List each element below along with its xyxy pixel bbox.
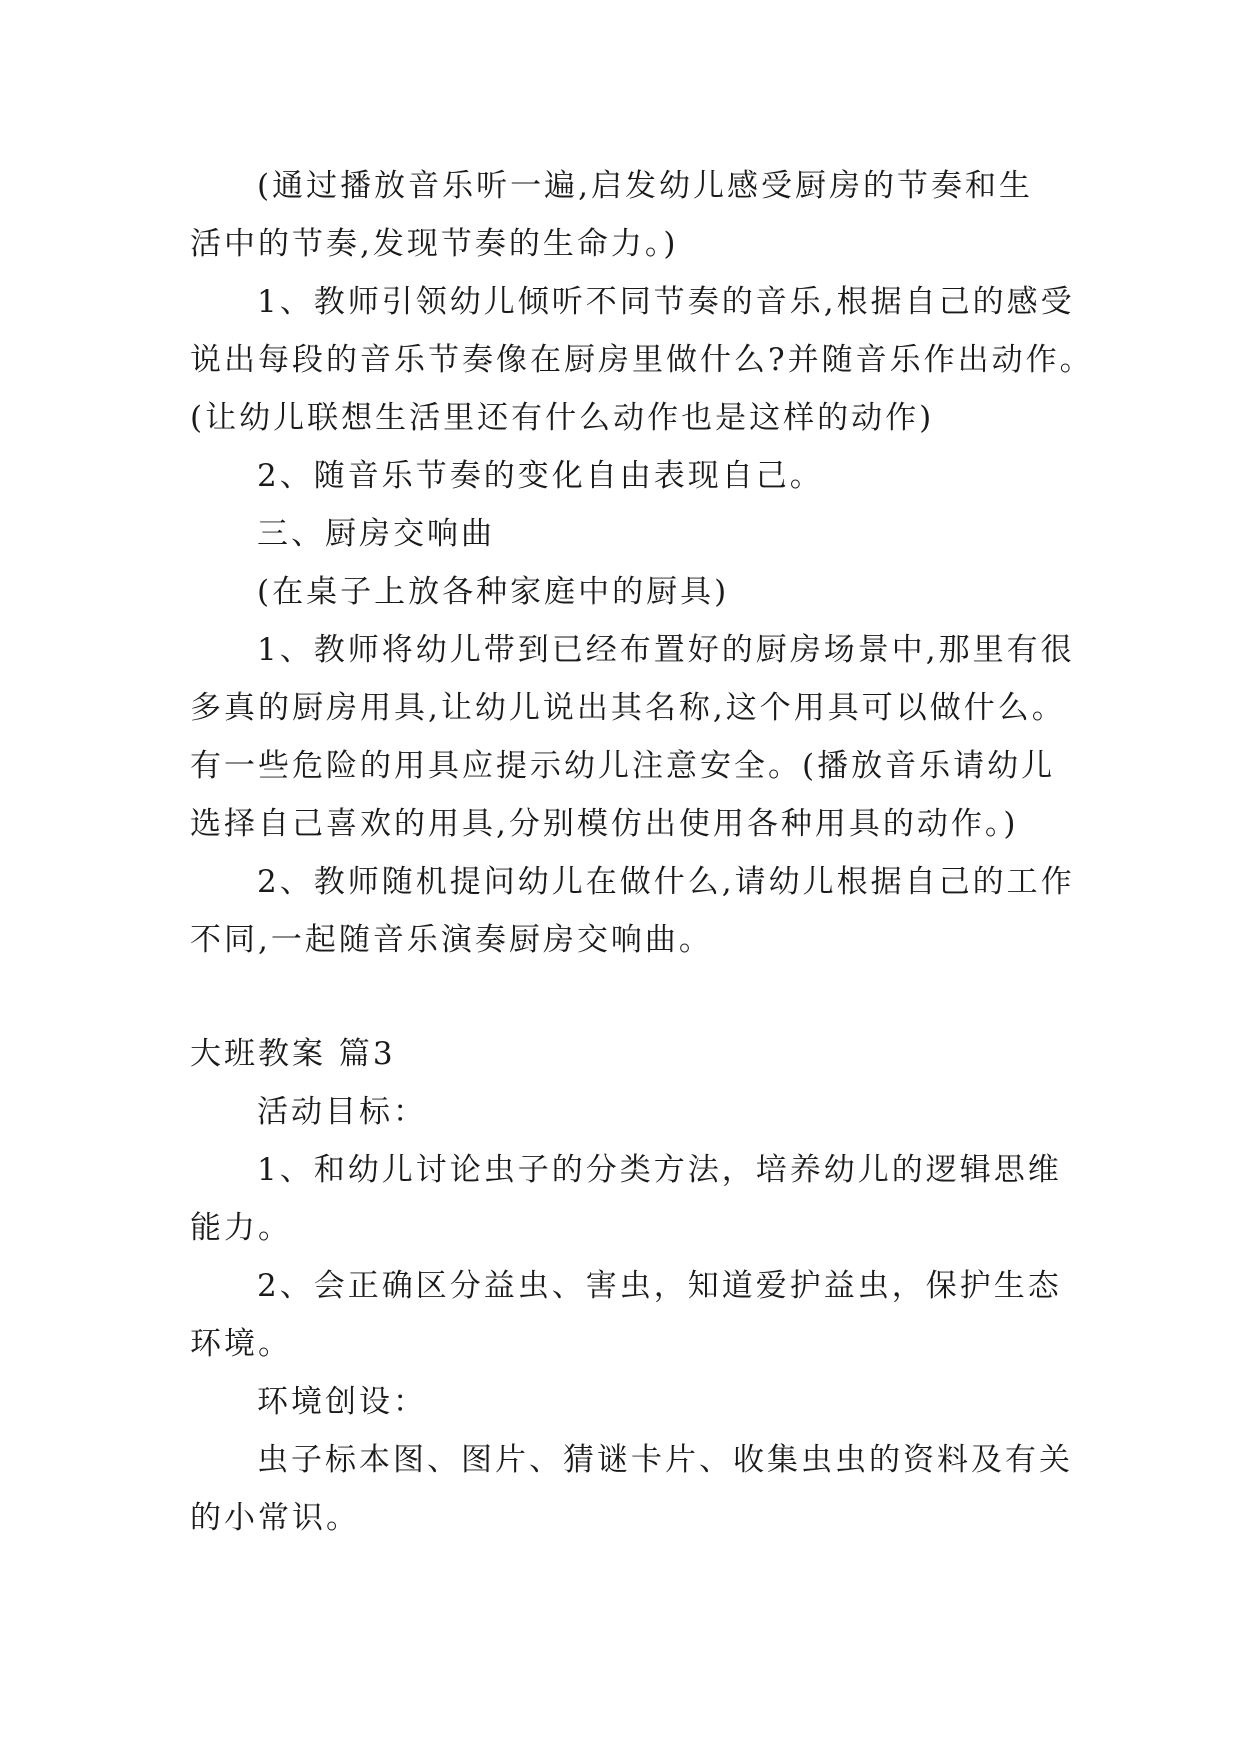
- paragraph-line: 活中的节奏,发现节奏的生命力。): [190, 226, 679, 262]
- chapter-title: 大班教案 篇3: [190, 1036, 396, 1072]
- paragraph-line: 环境。: [190, 1326, 292, 1362]
- section-heading: 环境创设：: [257, 1384, 427, 1420]
- paragraph-line: 2、会正确区分益虫、害虫，知道爱护益虫，保护生态: [257, 1268, 1062, 1304]
- paragraph-line: 2、教师随机提问幼儿在做什么,请幼儿根据自己的工作: [257, 864, 1075, 900]
- paragraph-line: 1、教师引领幼儿倾听不同节奏的音乐,根据自己的感受: [257, 284, 1075, 320]
- paragraph-line: 能力。: [190, 1210, 292, 1246]
- paragraph-line: 选择自己喜欢的用具,分别模仿出使用各种用具的动作。): [190, 806, 1019, 842]
- paragraph-line: 多真的厨房用具,让幼儿说出其名称,这个用具可以做什么。: [190, 690, 1066, 726]
- paragraph-line: 有一些危险的用具应提示幼儿注意安全。(播放音乐请幼儿: [190, 748, 1056, 784]
- section-heading: 活动目标：: [257, 1094, 427, 1130]
- paragraph-line: 虫子标本图、图片、猜谜卡片、收集虫虫的资料及有关: [257, 1442, 1073, 1478]
- section-heading: 三、厨房交响曲: [257, 516, 495, 552]
- paragraph-line: (在桌子上放各种家庭中的厨具): [257, 574, 730, 610]
- paragraph-line: 1、教师将幼儿带到已经布置好的厨房场景中,那里有很: [257, 632, 1075, 668]
- paragraph-line: 1、和幼儿讨论虫子的分类方法，培养幼儿的逻辑思维: [257, 1152, 1062, 1188]
- paragraph-line: 不同,一起随音乐演奏厨房交响曲。: [190, 922, 713, 958]
- paragraph-line: 的小常识。: [190, 1500, 360, 1536]
- paragraph-line: 2、随音乐节奏的变化自由表现自己。: [257, 458, 824, 494]
- paragraph-line: (让幼儿联想生活里还有什么动作也是这样的动作): [190, 400, 935, 436]
- paragraph-line: 说出每段的音乐节奏像在厨房里做什么?并随音乐作出动作。: [190, 342, 1094, 378]
- paragraph-line: (通过播放音乐听一遍,启发幼儿感受厨房的节奏和生: [257, 168, 1033, 204]
